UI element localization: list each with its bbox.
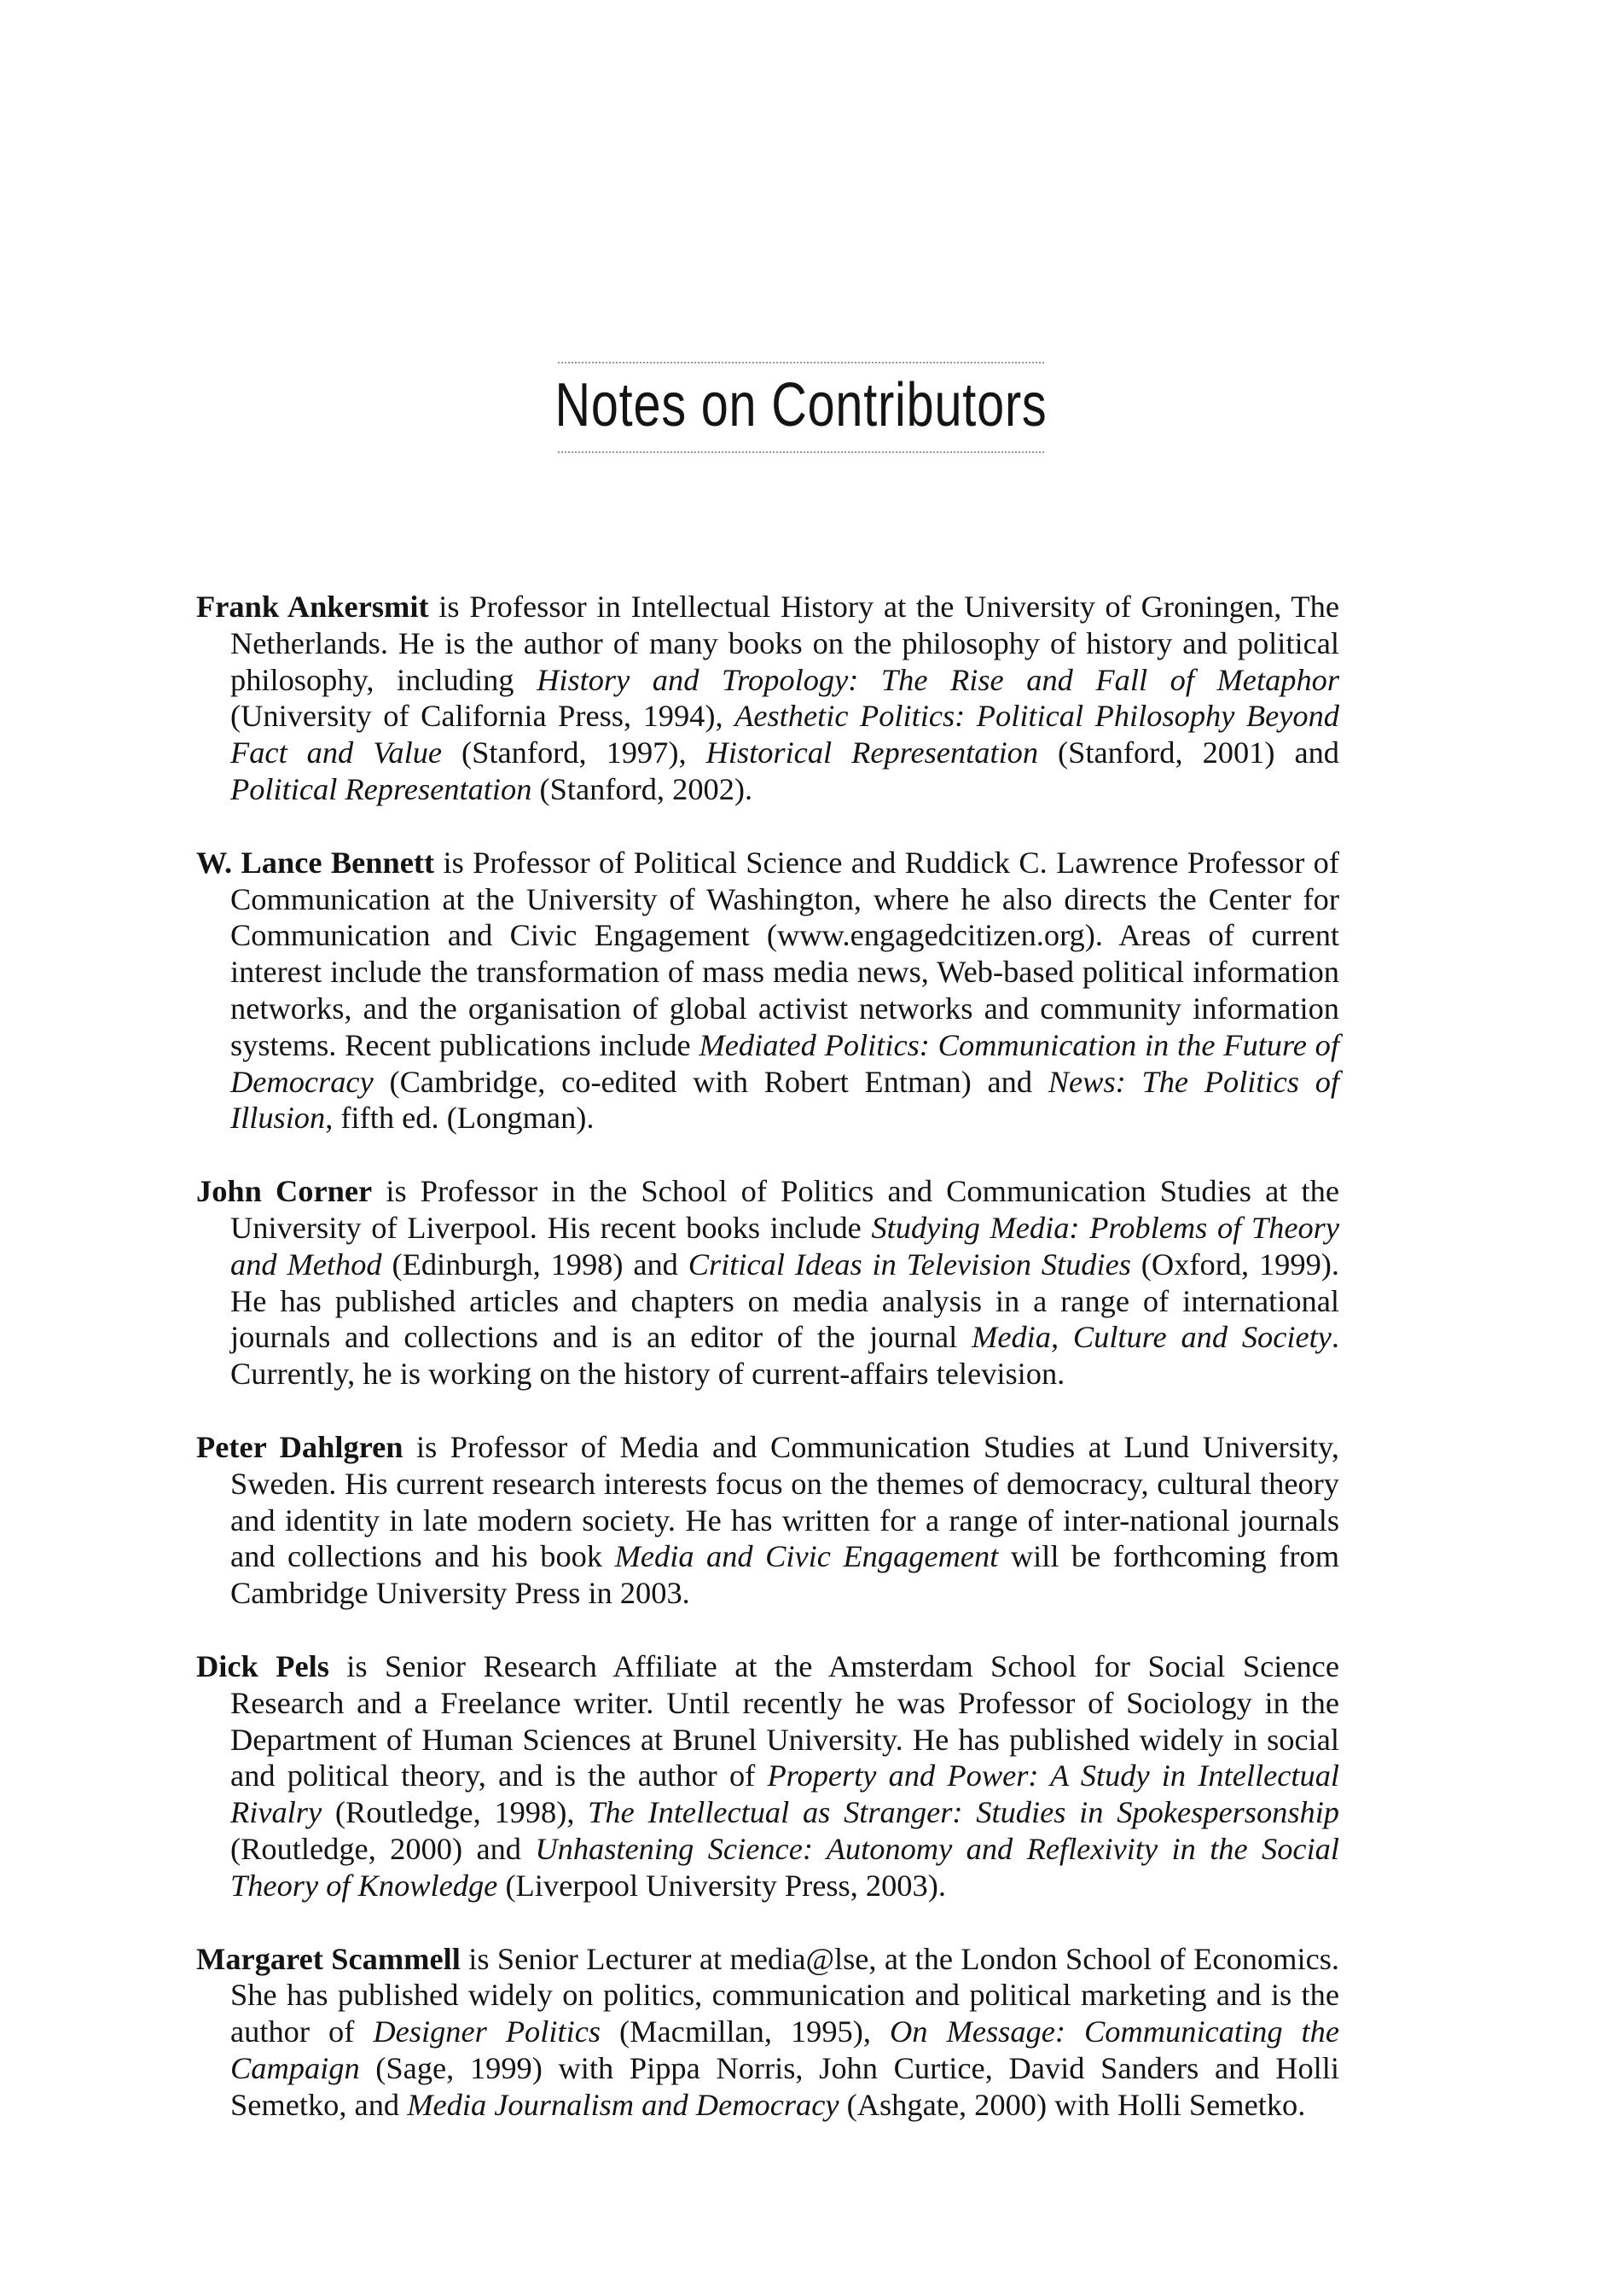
contributor-name: Margaret Scammell	[196, 1941, 461, 1976]
title-top-rule	[558, 362, 1044, 363]
book-title: On Message: Communicating the Campaign	[230, 2014, 1340, 2085]
book-title: News: The Politics of Illusion	[230, 1064, 1339, 1136]
journal-title: Media, Culture and Society	[972, 1320, 1332, 1355]
book-title: Mediated Politics: Communication in the Future of Democracy	[230, 1027, 1339, 1099]
book-title: Designer Politics	[373, 2014, 601, 2049]
book-title: Unhastening Science: Autonomy and Reflexivity in the Social Theory of Knowledge	[230, 1831, 1339, 1903]
entry-text: (Routledge, 1998),	[322, 1795, 589, 1830]
book-title: Critical Ideas in Television Studies	[688, 1247, 1131, 1282]
entry-text: is Professor of Media and Communication Studies at Lund University, Sweden. His current research interests focus on the themes of democracy, cultural theory and identity in late modern society. He has written for a range of inter-national journals and collections and his book	[230, 1429, 1339, 1574]
entry-text: is Professor in the School of Politics and Communication Studies at the University of Liverpool. His recent books include	[230, 1174, 1339, 1245]
contributor-entry-ankersmit	[196, 589, 1339, 808]
entry-text: is Professor of Political Science and Ruddick C. Lawrence Professor of Communication at the University of Washington, where he also directs the Center for Communication and Civic Engagement (www.engagedcitizen.org). Areas of current interest include the transformation of mass media news, Web-based political information networks, and the organisation of global activist networks and community information systems. Recent publications include	[230, 845, 1339, 1062]
title-bottom-rule	[558, 451, 1044, 453]
entry-text: (Sage, 1999) with Pippa Norris, John Curtice, David Sanders and Holli Semetko, and	[230, 2050, 1339, 2122]
page-title: Notes on Contributors	[554, 371, 1048, 439]
book-title: The Intellectual as Stranger: Studies in Spokespersonship	[588, 1795, 1339, 1830]
entry-text: (Stanford, 2001) and	[1038, 735, 1339, 770]
entry-text: (Liverpool University Press, 2003).	[497, 1868, 946, 1903]
contributor-entry-pels	[196, 1648, 1339, 1904]
book-title: Property and Power: A Study in Intellectual Rivalry	[230, 1758, 1340, 1830]
book-title: Aesthetic Politics: Political Philosophy Beyond Fact and Value	[230, 699, 1339, 770]
contributor-entry-corner	[196, 1173, 1339, 1392]
book-title: Studying Media: Problems of Theory and Method	[230, 1210, 1339, 1282]
contributor-list	[196, 589, 1339, 2159]
entry-text: will be forthcoming from Cambridge University Press in 2003.	[230, 1539, 1340, 1611]
contributor-name: W. Lance Bennett	[196, 845, 435, 880]
entry-text: is Senior Research Affiliate at the Amsterdam School for Social Science Research and a Freelance writer. Until recently he was Professor of Sociology in the Department of Human Sciences at Brunel University. He has published widely in social and political theory, and is the author of	[230, 1648, 1339, 1793]
entry-text: (Macmillan, 1995),	[601, 2014, 891, 2049]
entry-text: (Oxford, 1999). He has published articles and chapters on media analysis in a range of international journals and collections and is an editor of the journal	[230, 1247, 1339, 1355]
contributor-name: Frank Ankersmit	[196, 590, 429, 624]
book-title: Media and Civic Engagement	[614, 1539, 999, 1574]
contributor-entry-bennett	[196, 845, 1339, 1136]
book-title: Political Representation	[230, 771, 532, 806]
entry-text: is Professor in Intellectual History at the University of Groningen, The Netherlands. He is the author of many books on the philosophy of history and political philosophy, including	[230, 590, 1339, 697]
contributor-name: Dick Pels	[196, 1648, 329, 1683]
entry-text: (Routledge, 2000) and	[230, 1831, 536, 1866]
entry-text: (Cambridge, co-edited with Robert Entman) and	[373, 1064, 1048, 1099]
contributor-entry-dahlgren	[196, 1429, 1339, 1612]
entry-text: . Currently, he is working on the history of current-affairs television.	[230, 1320, 1339, 1392]
contributor-name: Peter Dahlgren	[196, 1429, 403, 1464]
book-title: Media Journalism and Democracy	[407, 2087, 839, 2122]
entry-text: (Stanford, 1997),	[442, 735, 706, 770]
book-title: Historical Representation	[705, 735, 1039, 770]
entry-text: (Stanford, 2002).	[531, 771, 753, 806]
contributor-name: John Corner	[196, 1174, 373, 1209]
entry-text: (University of California Press, 1994),	[230, 699, 735, 734]
entry-text: is Senior Lecturer at media@lse, at the London School of Economics. She has published widely on politics, communication and political marketing and is the author of	[230, 1941, 1339, 2049]
book-title: History and Tropology: The Rise and Fall of Metaphor	[537, 662, 1340, 697]
entry-text: (Ashgate, 2000) with Holli Semetko.	[839, 2087, 1306, 2122]
entry-text: , fifth ed. (Longman).	[325, 1101, 595, 1136]
entry-text: (Edinburgh, 1998) and	[381, 1247, 688, 1282]
contributor-entry-scammell	[196, 1941, 1339, 2124]
title-block	[0, 362, 1602, 453]
